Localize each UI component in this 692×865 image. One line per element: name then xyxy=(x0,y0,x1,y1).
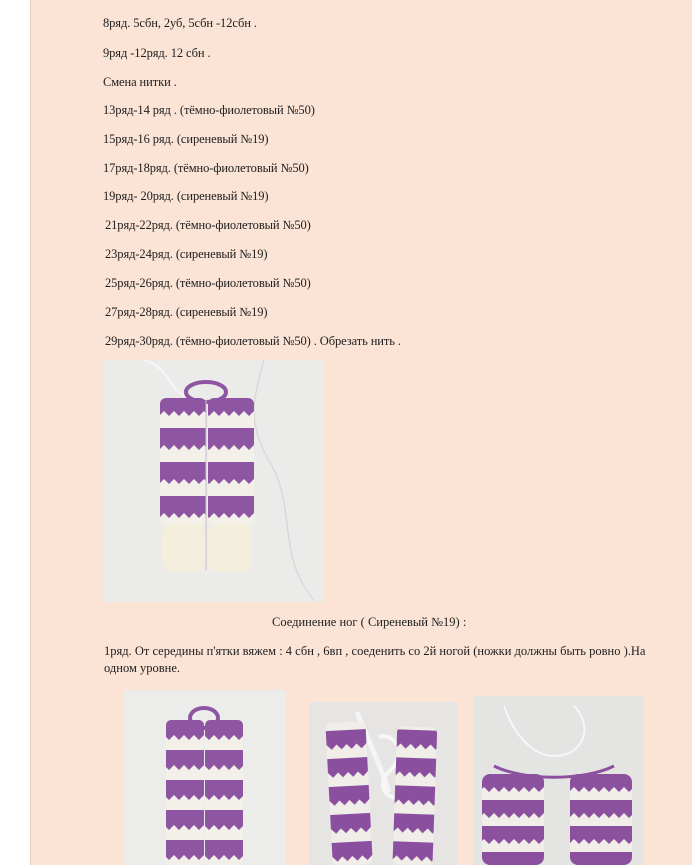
legs-photo-4 xyxy=(474,696,644,865)
row-line-thread-change: Смена нитки . xyxy=(103,75,177,89)
row-line-19-20: 19ряд- 20ряд. (сиреневый №19) xyxy=(103,189,269,203)
row-line-21-22: 21ряд-22ряд. (тёмно-фиолетовый №50) xyxy=(105,218,311,232)
row-line-29-30: 29ряд-30ряд. (тёмно-фиолетовый №50) . Обрезать нить . xyxy=(105,334,401,348)
page-margin-rule xyxy=(30,0,31,865)
section-title: Соединение ног ( Сиреневый №19) : xyxy=(272,615,467,629)
step-1-text: 1ряд. От середины п'ятки вяжем : 4 сбн , 6вп , соеденить со 2й ногой (ножки должны быть ровно ).На одном уровне. xyxy=(104,644,646,675)
row-line-13-14: 13ряд-14 ряд . (тёмно-фиолетовый №50) xyxy=(103,103,315,117)
row-line-9-12: 9ряд -12ряд. 12 сбн . xyxy=(103,46,211,60)
row-line-15-16: 15ряд-16 ряд. (сиреневый №19) xyxy=(103,132,269,146)
legs-photo-2 xyxy=(124,690,286,865)
page-margin xyxy=(0,0,30,865)
row-line-27-28: 27ряд-28ряд. (сиреневый №19) xyxy=(105,305,268,319)
row-line-23-24: 23ряд-24ряд. (сиреневый №19) xyxy=(105,247,268,261)
row-line-8: 8ряд. 5сбн, 2уб, 5сбн -12сбн . xyxy=(103,16,257,30)
legs-photo-3 xyxy=(309,702,457,865)
row-line-17-18: 17ряд-18ряд. (тёмно-фиолетовый №50) xyxy=(103,161,309,175)
legs-photo xyxy=(104,360,323,602)
row-line-25-26: 25ряд-26ряд. (тёмно-фиолетовый №50) xyxy=(105,276,311,290)
